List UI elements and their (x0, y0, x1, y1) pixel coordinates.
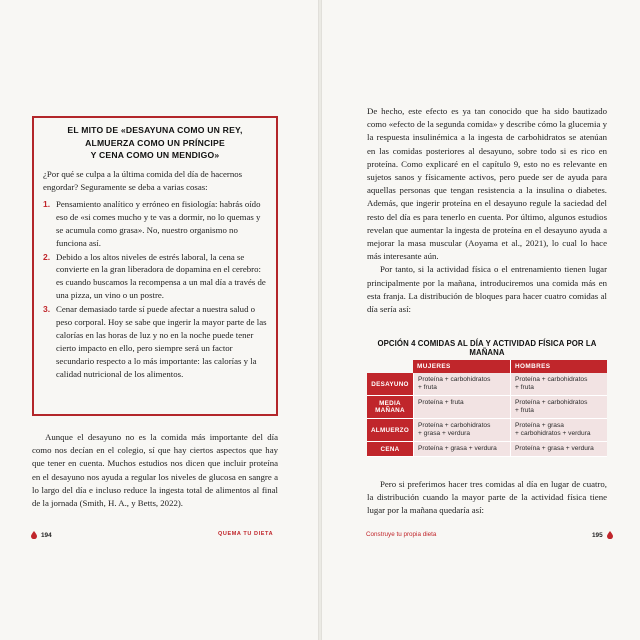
book-gutter (318, 0, 322, 640)
cell-line: + grasa + verdura (418, 430, 471, 437)
callout-list-item (43, 303, 267, 380)
body-paragraph: De hecho, este efecto es ya tan conocido que ha sido bautizado como «efecto de la segunda comida» y describe cómo la glucemia y la respuesta insulinémica a la ingesta de carbohidratos se atenúan en las comidas posteriores al desayuno, sobre todo si es rico en proteína. Como explicaré en el capítulo 9, esto no es relevante en sujetos sanos y físicamente activos, pero puede ser de ayuda para aquellas personas que tengan resistencia a la insulina o diabetes. Además, que ingerir proteína en el desayuno regule la saciedad del resto del día es para tenerlo en cuenta. Por último, algunos estudios revelan que aumentar la ingesta de proteína en el desayuno ayuda a mejorar la masa muscular (Aoyama et al., 2021), lo cual lo hace más interesante aún. (367, 106, 607, 262)
column-header-women: MUJERES (413, 360, 510, 373)
callout-title-line: ALMUERZA COMO UN PRÍNCIPE (85, 137, 225, 148)
cell-line: Proteína + carbohidratos (515, 399, 588, 406)
cell-line: + carbohidratos + verdura (515, 430, 591, 437)
list-item-text: Debido a los altos niveles de estrés laboral, la cena se convierte en la gran liberadora de dopamina en el cerebro: es cuando buscamos la recompensa a un mal día a través de una pizza, un vino o un postre. (56, 251, 266, 301)
meal-distribution-table (367, 360, 607, 457)
left-running-header (218, 531, 273, 537)
body-paragraph: Aunque el desayuno no es la comida más importante del día como nos decían en el colegio, sí que hay ciertos aspectos que hay que tener en cuenta. Muchos estudios nos dicen que incluir proteína en el desayuno nos ayuda a regular los niveles de glucosa en sangre a lo largo del día e incluso reduce la ingesta total de alimentos al final de la jornada (Smith, H. A., y Betts, 2022). (32, 432, 278, 509)
table-cell-men (510, 396, 607, 419)
row-header-line: MEDIA (379, 400, 401, 407)
row-header-meal (367, 396, 413, 419)
table-row (367, 419, 607, 442)
callout-intro: ¿Por qué se culpa a la última comida del día de hacernos engordar? Seguramente se deba a varias cosas: (43, 168, 243, 192)
table-cell-women (413, 396, 510, 419)
right-footer (592, 531, 613, 539)
right-body-text (367, 105, 607, 316)
row-header-meal (367, 373, 413, 396)
page-number: 195 (592, 531, 603, 539)
row-header-line: DESAYUNO (371, 380, 409, 388)
table-corner (367, 360, 413, 373)
cell-line: Proteína + carbohidratos (418, 422, 491, 429)
list-item-text: Pensamiento analítico y erróneo en fisiología: habrás oído eso de «si comes mucho y te vas a dormir, no lo quemas y se acumula como grasa». No, nuestro organismo no funciona así. (56, 198, 261, 248)
cell-line: + fruta (515, 384, 534, 391)
table-title: OPCIÓN 4 COMIDAS AL DÍA Y ACTIVIDAD FÍSICA POR LA MAÑANA (377, 339, 597, 357)
right-body-text-after-table (367, 478, 607, 518)
row-header-meal (367, 419, 413, 442)
cell-line: Proteína + fruta (418, 399, 464, 406)
page-number: 194 (41, 531, 52, 539)
callout-title (43, 124, 267, 162)
running-title: Construye tu propia dieta (366, 531, 437, 538)
list-number: 1. (43, 198, 51, 209)
list-number: 3. (43, 304, 51, 315)
left-body-text (32, 431, 278, 510)
body-paragraph: Por tanto, si la actividad física o el entrenamiento tienen lugar principalmente por la mañana, introduciremos una comida más en esta franja. La distribución de bloques para hacer cuatro comidas al día sería así: (367, 264, 607, 315)
cell-line: Proteína + carbohidratos (418, 376, 491, 383)
right-page (320, 0, 640, 640)
column-header-men: HOMBRES (510, 360, 607, 373)
row-header-meal (367, 442, 413, 457)
table-row (367, 442, 607, 457)
table-row (367, 373, 607, 396)
row-header-line: CENA (380, 445, 400, 453)
list-number: 2. (43, 251, 51, 262)
table-row (367, 396, 607, 419)
table-cell-men (510, 442, 607, 457)
table-cell-women (413, 373, 510, 396)
right-running-header (366, 531, 436, 538)
cell-line: + fruta (515, 407, 534, 414)
callout-title-line: EL MITO DE «DESAYUNA COMO UN REY, (67, 125, 243, 135)
row-header-line: ALMUERZO (370, 426, 410, 434)
left-footer (31, 531, 52, 539)
table-cell-men (510, 373, 607, 396)
cell-line: Proteína + grasa + verdura (418, 445, 497, 452)
cell-line: Proteína + grasa + verdura (515, 445, 594, 452)
running-title: QUEMA TU DIETA (218, 531, 274, 537)
drop-icon (607, 531, 613, 539)
callout-title-line: Y CENA COMO UN MENDIGO» (90, 150, 220, 160)
table-cell-men (510, 419, 607, 442)
table-cell-women (413, 419, 510, 442)
row-header-line: MAÑANA (375, 407, 405, 414)
list-item-text: Cenar demasiado tarde sí puede afectar a nuestra salud o peso corporal. Hoy se sabe que ingerir la mayor parte de las calorías en las horas de luz y no en la noche puede tener cierto impacto en ello, pero siempre será un factor secundario respecto a lo más importante: las calorías y la calidad nutricional de los alimentos. (56, 304, 267, 379)
cell-line: + fruta (418, 384, 437, 391)
body-paragraph: Pero si preferimos hacer tres comidas al día en lugar de cuatro, la distribución cuando la mayor parte de la actividad física tiene lugar por la mañana quedaría así: (367, 479, 607, 516)
drop-icon (31, 531, 37, 539)
cell-line: Proteína + carbohidratos (515, 376, 588, 383)
table-header-row (367, 360, 607, 373)
cell-line: Proteína + grasa (515, 422, 564, 429)
callout-list-item (43, 251, 267, 303)
table-cell-women (413, 442, 510, 457)
callout-list (43, 198, 267, 381)
callout-list-item (43, 198, 267, 250)
myth-callout-box (32, 116, 278, 416)
